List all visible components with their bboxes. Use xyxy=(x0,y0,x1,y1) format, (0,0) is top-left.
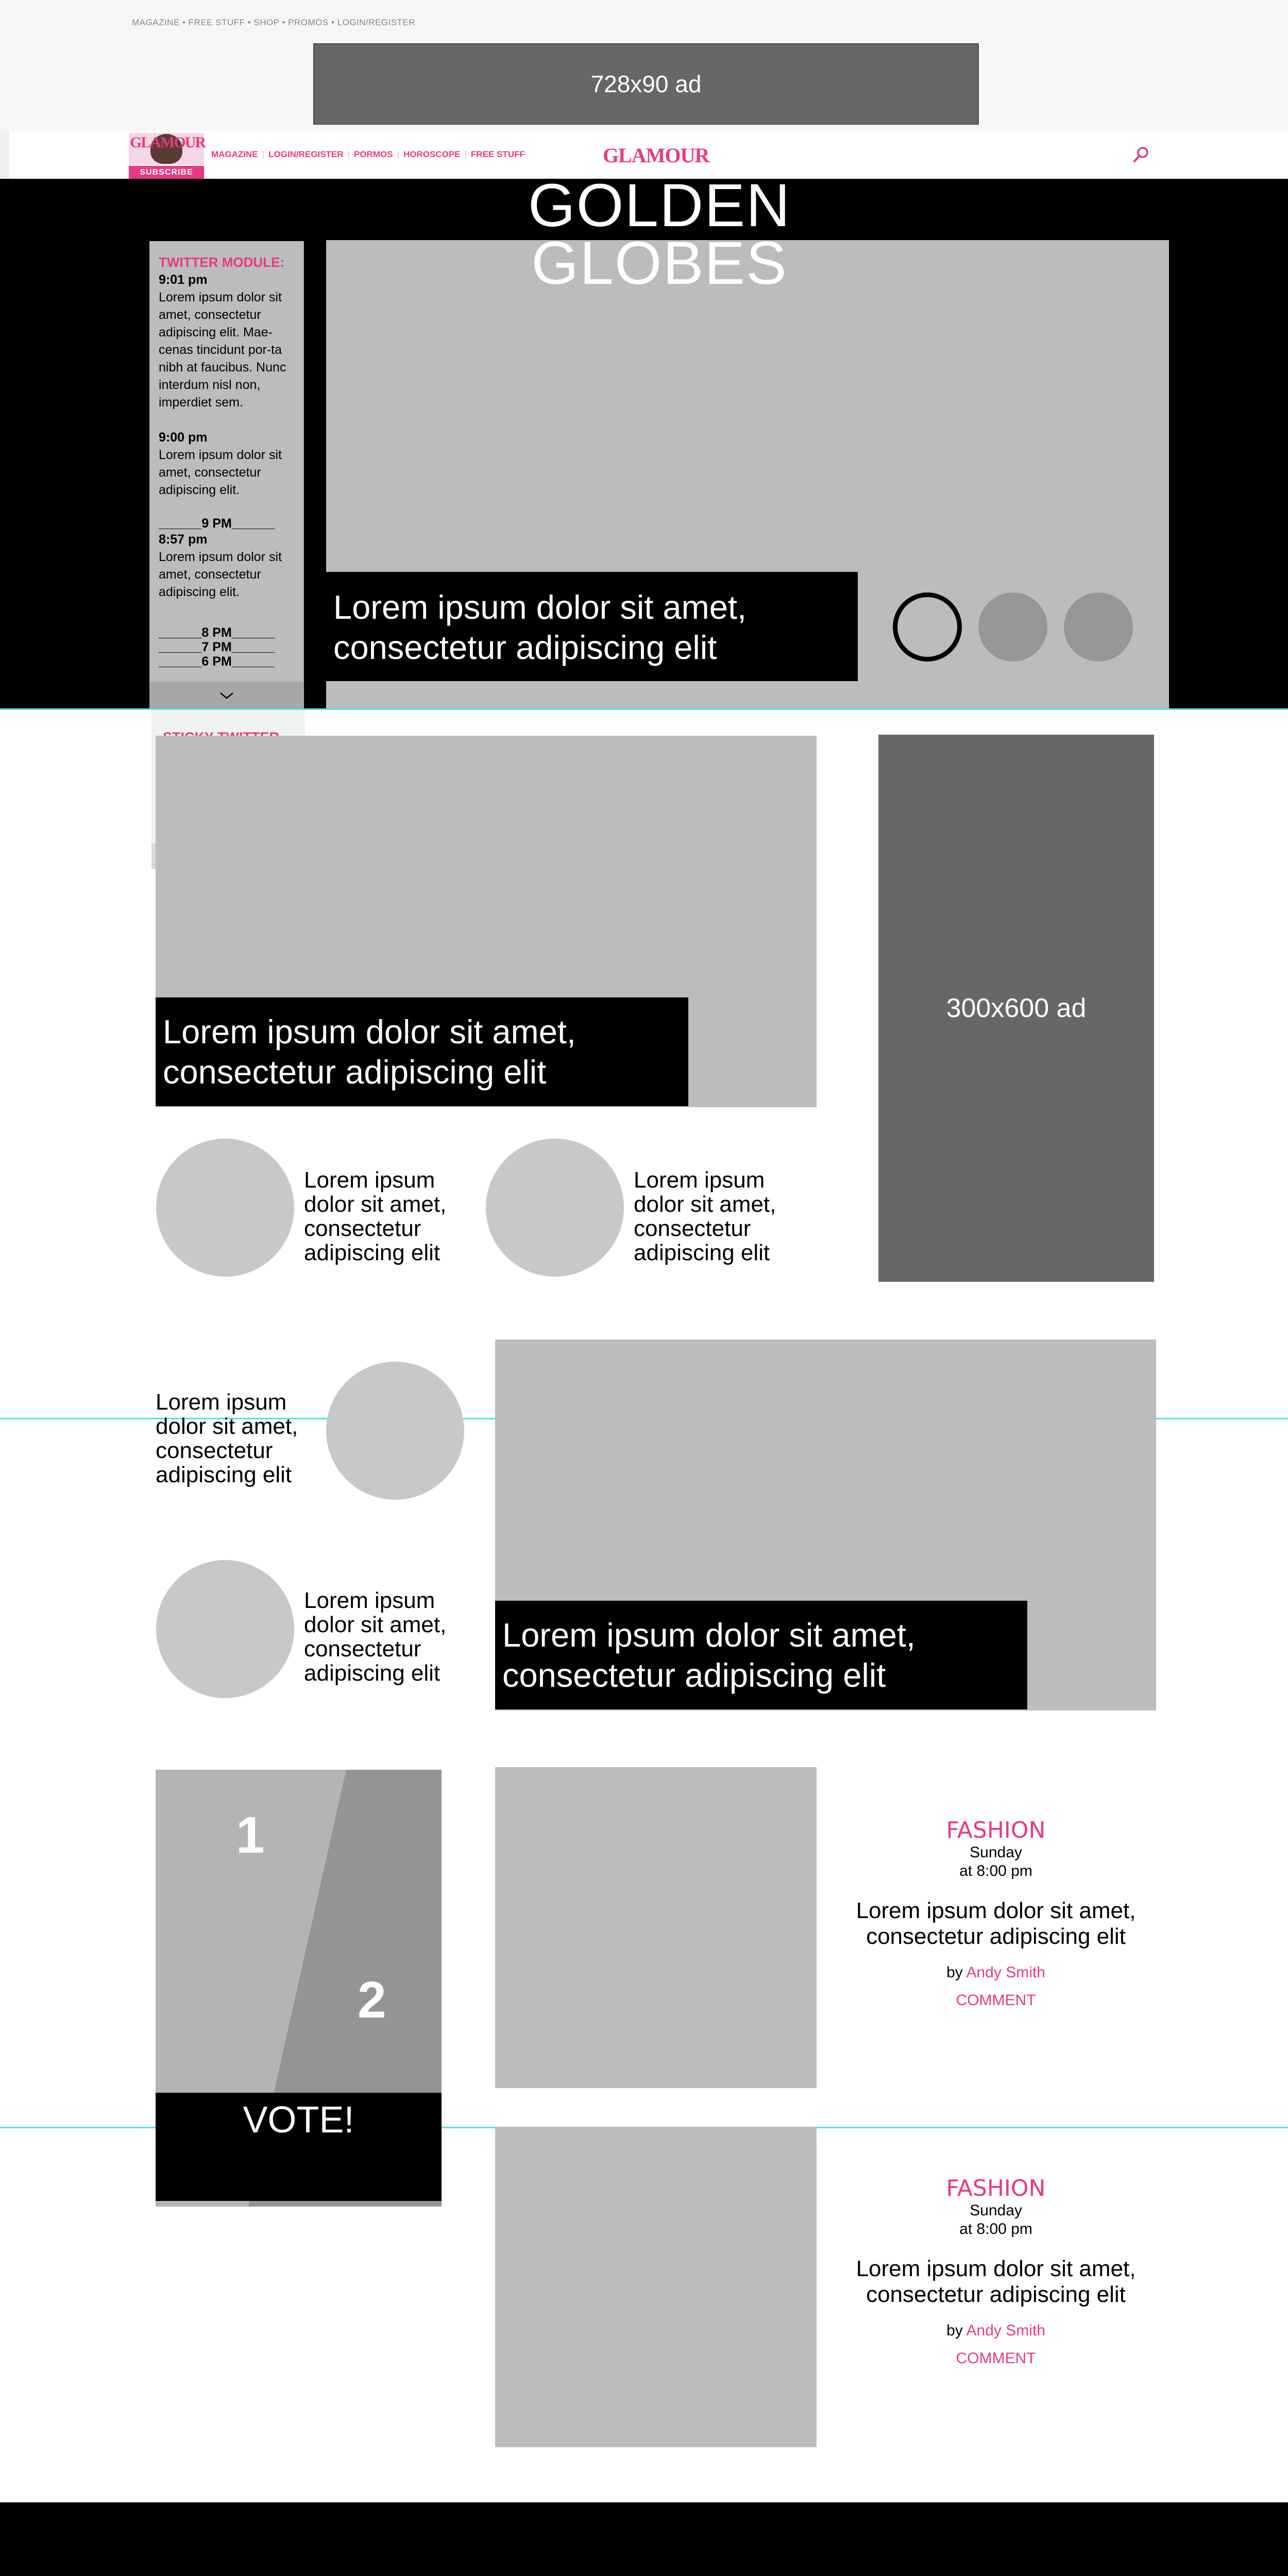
hour-divider: ______6 PM______ xyxy=(159,654,275,669)
teaser-thumbnail[interactable] xyxy=(326,1362,464,1500)
nav-item-login[interactable]: LOGIN/REGISTER xyxy=(268,149,344,159)
nav-separator: | xyxy=(347,149,350,159)
tweet-time: 9:00 pm xyxy=(159,430,208,445)
tweet-time: 8:57 pm xyxy=(159,532,208,547)
byline-prefix: by xyxy=(946,1964,963,1981)
tweet-text: Lorem ipsum dolor sit amet, consectetur adipiscing elit. xyxy=(159,550,282,599)
nav-item-horoscope[interactable]: HOROSCOPE xyxy=(403,149,461,159)
hour-divider: ______7 PM______ xyxy=(159,640,275,654)
skyscraper-ad[interactable]: 300x600 ad xyxy=(878,735,1154,1282)
brand-wordmark[interactable]: GLAMOUR xyxy=(603,144,709,167)
poll-option-1: 1 xyxy=(236,1806,265,1864)
nav-item-magazine[interactable]: MAGAZINE xyxy=(211,149,258,159)
comment-link[interactable]: COMMENT xyxy=(956,1992,1036,2009)
comment-link[interactable]: COMMENT xyxy=(956,2350,1036,2367)
carousel-dot[interactable] xyxy=(1064,592,1133,662)
nav-links xyxy=(211,149,525,160)
carousel-dot[interactable] xyxy=(978,592,1047,662)
logo-text: GLAMOUR xyxy=(130,134,205,151)
hour-divider: ______8 PM______ xyxy=(159,625,275,640)
teaser-text[interactable]: Lorem ipsum dolor sit amet, consectetur adipiscing elit xyxy=(156,1389,298,1487)
vote-button[interactable]: VOTE! xyxy=(156,2093,442,2201)
tweet-time: 9:01 pm xyxy=(159,273,208,287)
feature-caption[interactable]: Lorem ipsum dolor sit amet, consectetur adipiscing elit xyxy=(495,1601,1027,1709)
teaser-thumbnail[interactable] xyxy=(156,1139,294,1277)
footer xyxy=(0,2502,1288,2576)
article-category[interactable]: FASHION xyxy=(946,2175,1046,2201)
tweet-text: Lorem ipsum dolor sit amet, consectetur adipiscing elit. xyxy=(159,448,282,497)
twitter-expand-bar[interactable] xyxy=(149,682,304,709)
glamour-logo[interactable] xyxy=(129,133,204,179)
article-card xyxy=(841,1817,1150,2009)
article-author[interactable]: Andy Smith xyxy=(966,1964,1045,1981)
byline-prefix: by xyxy=(946,2322,963,2339)
guide-line xyxy=(0,708,1288,710)
article-time: at 8:00 pm xyxy=(959,1862,1032,1879)
teaser-text[interactable]: Lorem ipsum dolor sit amet, consectetur adipiscing elit xyxy=(304,1167,447,1265)
teaser-text[interactable]: Lorem ipsum dolor sit amet, consectetur adipiscing elit xyxy=(634,1167,776,1265)
hour-divider: ______9 PM______ xyxy=(159,516,275,531)
utility-links[interactable]: MAGAZINE • FREE STUFF • SHOP • PROMOS • LOGIN/REGISTER xyxy=(132,18,416,27)
twitter-module[interactable] xyxy=(149,241,304,682)
article-image[interactable] xyxy=(495,1767,817,2088)
article-time: at 8:00 pm xyxy=(959,2221,1032,2238)
nav-item-promos[interactable]: PORMOS xyxy=(353,149,393,159)
teaser-text[interactable]: Lorem ipsum dolor sit amet, consectetur adipiscing elit xyxy=(304,1588,447,1686)
article-day: Sunday xyxy=(970,1844,1022,1861)
teaser-thumbnail[interactable] xyxy=(486,1139,624,1277)
subscribe-button[interactable]: SUBSCRIBE xyxy=(129,166,204,179)
article-byline xyxy=(841,1964,1150,1981)
nav-separator: | xyxy=(262,149,265,159)
nav-edge xyxy=(0,131,9,179)
leaderboard-ad[interactable]: 728x90 ad xyxy=(313,43,979,125)
hero-caption[interactable]: Lorem ipsum dolor sit amet, consectetur adipiscing elit xyxy=(322,572,858,681)
article-day: Sunday xyxy=(970,2202,1022,2219)
article-author[interactable]: Andy Smith xyxy=(966,2322,1045,2339)
nav-separator: | xyxy=(397,149,399,159)
carousel-dot-active[interactable] xyxy=(893,592,962,662)
hero-title-line2: GLOBES xyxy=(531,229,788,297)
article-title[interactable]: Lorem ipsum dolor sit amet, consectetur adipiscing elit xyxy=(856,1898,1136,1949)
tweet-text: Lorem ipsum dolor sit amet, consectetur adipiscing elit. Mae-cenas tincidunt por-ta nibh at faucibus. Nunc interdum nisl non, imperdiet sem. xyxy=(159,290,286,410)
nav-item-free-stuff[interactable]: FREE STUFF xyxy=(470,149,525,159)
chevron-down-icon xyxy=(219,692,234,699)
nav-separator: | xyxy=(464,149,467,159)
teaser-thumbnail[interactable] xyxy=(156,1560,294,1698)
article-card xyxy=(841,2175,1150,2367)
article-image[interactable] xyxy=(495,2127,817,2447)
hero-title-line1: GOLDEN xyxy=(528,172,791,240)
twitter-module-heading: TWITTER MODULE: xyxy=(159,255,285,270)
article-byline xyxy=(841,2322,1150,2340)
article-category[interactable]: FASHION xyxy=(946,1817,1046,1843)
search-icon[interactable] xyxy=(1132,146,1150,163)
feature-caption[interactable]: Lorem ipsum dolor sit amet, consectetur adipiscing elit xyxy=(156,997,688,1106)
poll-option-2: 2 xyxy=(358,1971,386,2029)
article-title[interactable]: Lorem ipsum dolor sit amet, consectetur adipiscing elit xyxy=(856,2256,1136,2307)
